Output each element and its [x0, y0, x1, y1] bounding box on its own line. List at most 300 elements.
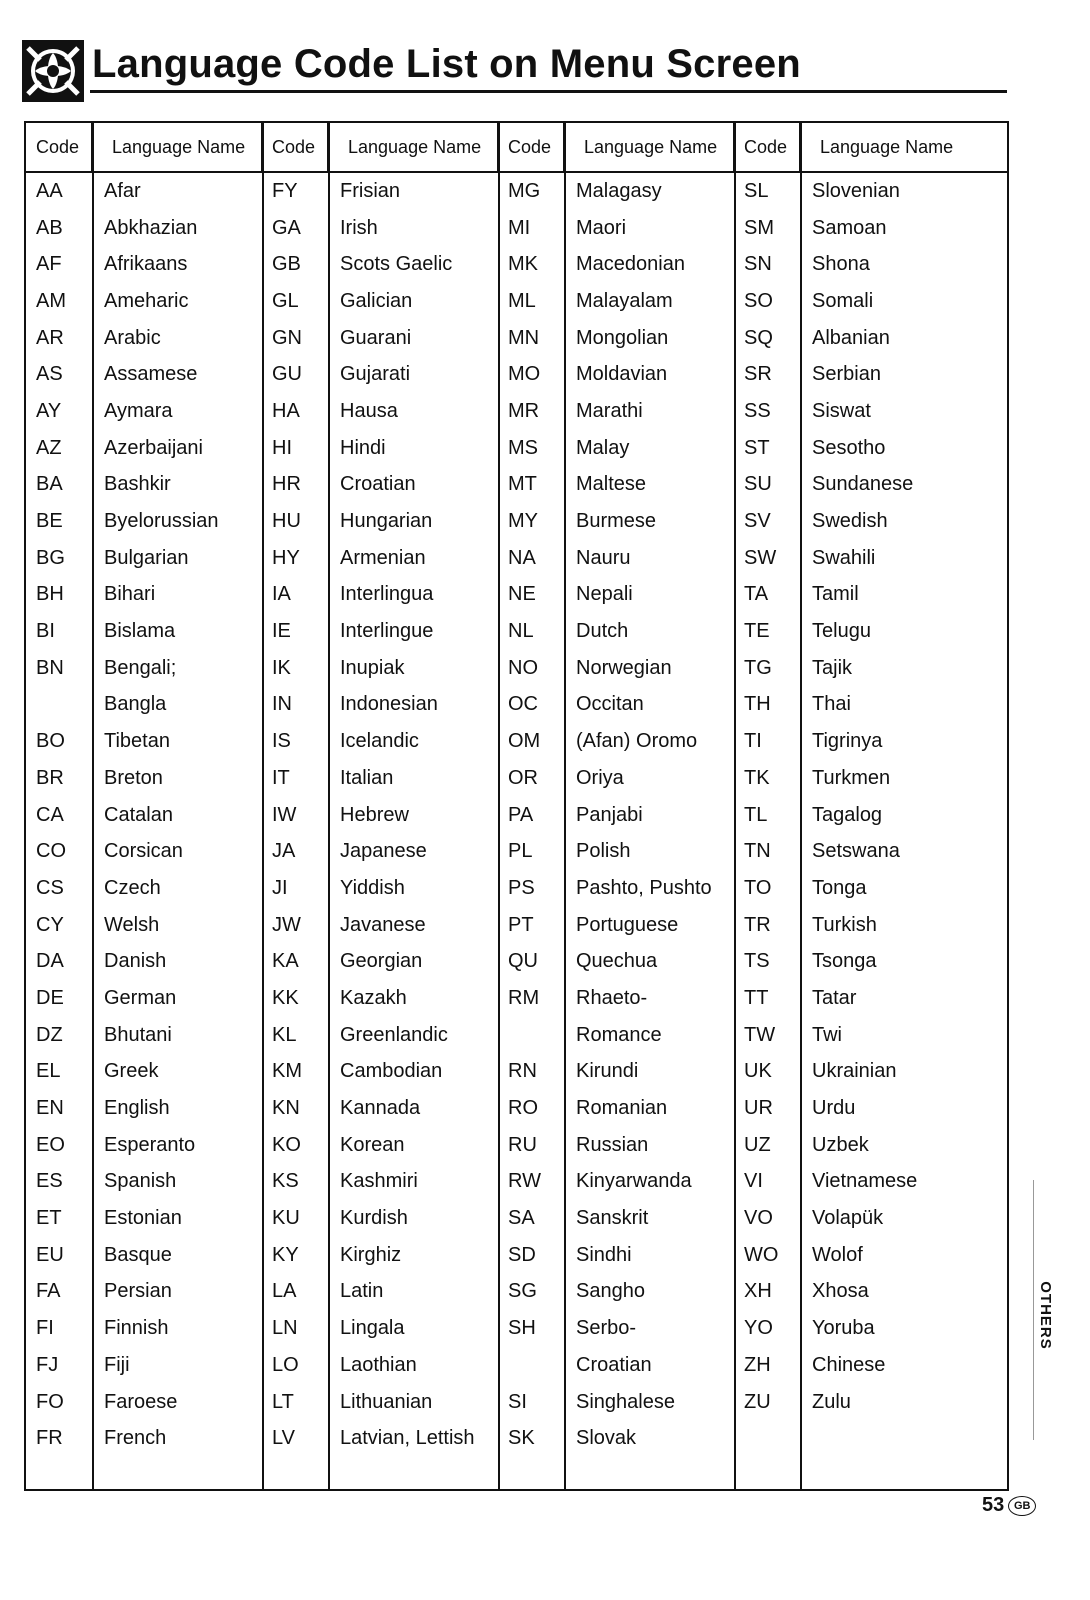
language-name: Nauru: [576, 546, 631, 569]
language-name: Turkish: [812, 913, 877, 936]
language-name: Quechua: [576, 950, 658, 973]
language-name: Bislama: [104, 620, 176, 643]
table-row: [26, 613, 262, 650]
table-row: [26, 246, 262, 283]
table-row: [498, 980, 734, 1017]
language-name: Volapük: [812, 1207, 884, 1230]
table-row: [734, 833, 970, 870]
language-code: SO: [744, 289, 773, 312]
table-row: [734, 540, 970, 577]
language-name: Bhutani: [104, 1023, 172, 1046]
language-name: Estonian: [104, 1207, 182, 1230]
language-code: MS: [508, 436, 538, 459]
language-code: TW: [744, 1023, 776, 1046]
language-name: Romance: [576, 1023, 662, 1046]
language-name: Lithuanian: [340, 1390, 433, 1413]
language-name: Rhaeto-: [576, 986, 648, 1009]
language-code: ES: [36, 1170, 63, 1193]
language-code: TK: [744, 766, 770, 789]
language-name: Occitan: [576, 693, 644, 716]
region-badge: GB: [1008, 1496, 1036, 1516]
language-code: IW: [272, 803, 297, 826]
language-name: Aymara: [104, 399, 173, 422]
language-name: Danish: [104, 950, 167, 973]
language-code: IS: [272, 730, 291, 753]
table-row: [26, 1347, 262, 1384]
language-code: FR: [36, 1427, 63, 1450]
language-code: EL: [36, 1060, 61, 1083]
language-code: HR: [272, 473, 301, 496]
language-name: Interlingue: [340, 620, 434, 643]
language-name: Breton: [104, 766, 163, 789]
language-code: FO: [36, 1390, 64, 1413]
table-row: [498, 283, 734, 320]
table-row: [262, 1420, 498, 1457]
language-code: BR: [36, 766, 64, 789]
table-row: [26, 1090, 262, 1127]
language-code: GL: [272, 289, 299, 312]
language-code: ML: [508, 289, 536, 312]
language-code: LV: [272, 1427, 295, 1450]
language-name: Hindi: [340, 436, 386, 459]
language-name: Guarani: [340, 326, 412, 349]
language-code: SK: [508, 1427, 535, 1450]
language-name: Croatian: [340, 473, 416, 496]
table-row: [26, 1200, 262, 1237]
table-row: [498, 1384, 734, 1421]
language-code: RO: [508, 1097, 538, 1120]
language-code: PT: [508, 913, 534, 936]
table-row: [498, 870, 734, 907]
language-code: TR: [744, 913, 771, 936]
language-code: MG: [508, 179, 541, 202]
side-tab-label: OTHERS: [1036, 1280, 1054, 1350]
language-name: (Afan) Oromo: [576, 730, 698, 753]
language-code: SI: [508, 1390, 527, 1413]
table-row: [26, 430, 262, 467]
language-code: UR: [744, 1097, 773, 1120]
language-name: Sanskrit: [576, 1207, 649, 1230]
language-name: Slovak: [576, 1427, 637, 1450]
language-name: Hausa: [340, 399, 398, 422]
table-row: [734, 430, 970, 467]
table-row: [498, 210, 734, 247]
table-row: [26, 980, 262, 1017]
language-name: Malay: [576, 436, 630, 459]
language-name: Kannada: [340, 1097, 421, 1120]
table-row: [26, 577, 262, 614]
table-row: [262, 1054, 498, 1091]
language-code: DZ: [36, 1023, 63, 1046]
language-code: KN: [272, 1097, 300, 1120]
table-row: [262, 173, 498, 210]
table-row: [26, 320, 262, 357]
table-row: [498, 1420, 734, 1457]
language-name: Tonga: [812, 876, 867, 899]
language-name: Kashmiri: [340, 1170, 418, 1193]
language-code: BG: [36, 546, 65, 569]
table-row: [734, 1200, 970, 1237]
language-code: SV: [744, 510, 771, 533]
language-code: SL: [744, 179, 769, 202]
language-code: NO: [508, 656, 538, 679]
language-name: Malayalam: [576, 289, 673, 312]
table-row: [26, 870, 262, 907]
table-row: [498, 356, 734, 393]
table-row: [498, 577, 734, 614]
table-header: [26, 123, 1007, 173]
header-name-1: Language Name: [92, 123, 262, 171]
language-name: Wolof: [812, 1243, 863, 1266]
language-code: TA: [744, 583, 769, 606]
page-number-value: 53: [982, 1494, 1005, 1516]
table-row: [734, 1310, 970, 1347]
table-row: [26, 1164, 262, 1201]
table-row: [734, 1127, 970, 1164]
table-row: [734, 173, 970, 210]
language-code: AB: [36, 216, 63, 239]
table-row: [262, 1274, 498, 1311]
table-row: [26, 1384, 262, 1421]
language-name: Cambodian: [340, 1060, 443, 1083]
language-code: RM: [508, 986, 540, 1009]
language-code: NE: [508, 583, 536, 606]
table-row: [498, 1054, 734, 1091]
language-code: IE: [272, 620, 291, 643]
language-code: TI: [744, 730, 762, 753]
language-name: Chinese: [812, 1353, 886, 1376]
language-code: SG: [508, 1280, 537, 1303]
language-name: Esperanto: [104, 1133, 196, 1156]
language-code: JI: [272, 876, 288, 899]
language-code: CY: [36, 913, 64, 936]
table-row: [734, 907, 970, 944]
table-row: [734, 1090, 970, 1127]
language-name: Pashto, Pushto: [576, 876, 712, 899]
language-name: French: [104, 1427, 167, 1450]
table-row: [26, 1017, 262, 1054]
table-row: [262, 1384, 498, 1421]
language-code: XH: [744, 1280, 772, 1303]
language-name: Latin: [340, 1280, 384, 1303]
language-code: GN: [272, 326, 302, 349]
language-code: ZU: [744, 1390, 771, 1413]
language-name: Maltese: [576, 473, 647, 496]
globe-lifebuoy-icon: [22, 40, 84, 102]
language-code: AA: [36, 179, 63, 202]
table-row: [498, 540, 734, 577]
language-name: Tigrinya: [812, 730, 883, 753]
table-row: [262, 577, 498, 614]
table-row: [498, 1164, 734, 1201]
language-name: Marathi: [576, 399, 643, 422]
language-name: Persian: [104, 1280, 172, 1303]
table-row: [734, 1237, 970, 1274]
language-code: KO: [272, 1133, 301, 1156]
language-code: AZ: [36, 436, 62, 459]
language-name: Turkmen: [812, 766, 891, 789]
language-name: English: [104, 1097, 170, 1120]
table-row: [498, 320, 734, 357]
language-code: FA: [36, 1280, 61, 1303]
language-code: BA: [36, 473, 63, 496]
language-code: FJ: [36, 1353, 59, 1376]
language-name: Laothian: [340, 1353, 417, 1376]
language-name: Russian: [576, 1133, 649, 1156]
language-code: OM: [508, 730, 541, 753]
language-name: Samoan: [812, 216, 887, 239]
language-code: ET: [36, 1207, 62, 1230]
table-column-2: [262, 173, 498, 1457]
language-code: OR: [508, 766, 538, 789]
language-code: RU: [508, 1133, 537, 1156]
table-row: [262, 393, 498, 430]
page-title: Language Code List on Menu Screen: [92, 42, 801, 86]
language-code: LT: [272, 1390, 294, 1413]
language-code: YO: [744, 1317, 773, 1340]
language-name: Hebrew: [340, 803, 409, 826]
language-code: GB: [272, 253, 301, 276]
language-code: KL: [272, 1023, 297, 1046]
table-row: [26, 797, 262, 834]
table-row: [262, 210, 498, 247]
table-row: [498, 687, 734, 724]
language-name: Indonesian: [340, 693, 438, 716]
language-code: CA: [36, 803, 64, 826]
table-row: [262, 833, 498, 870]
language-name: Bulgarian: [104, 546, 189, 569]
table-row: [262, 760, 498, 797]
table-row: [734, 980, 970, 1017]
table-row: [262, 320, 498, 357]
language-code: KU: [272, 1207, 300, 1230]
language-name: Javanese: [340, 913, 426, 936]
language-code: MO: [508, 363, 541, 386]
table-row: [262, 943, 498, 980]
table-column-3: [498, 173, 734, 1457]
table-row: [498, 723, 734, 760]
language-code: HU: [272, 510, 301, 533]
language-code: HY: [272, 546, 300, 569]
language-code: SH: [508, 1317, 536, 1340]
language-code: KS: [272, 1170, 299, 1193]
language-code: AM: [36, 289, 66, 312]
language-name: Slovenian: [812, 179, 900, 202]
table-row: [26, 1274, 262, 1311]
language-code: AR: [36, 326, 64, 349]
language-code: AF: [36, 253, 62, 276]
language-name: Croatian: [576, 1353, 652, 1376]
table-row: [498, 650, 734, 687]
table-row: [262, 1127, 498, 1164]
table-row: [262, 503, 498, 540]
table-row: [498, 833, 734, 870]
language-code: KA: [272, 950, 299, 973]
language-code: RN: [508, 1060, 537, 1083]
language-name: Maori: [576, 216, 627, 239]
header-code-3: Code: [498, 123, 564, 171]
language-code: MN: [508, 326, 540, 349]
language-code-table: [24, 121, 1009, 1491]
table-row: [734, 797, 970, 834]
table-row: [26, 356, 262, 393]
table-row: [26, 723, 262, 760]
language-name: Tamil: [812, 583, 859, 606]
language-code: EN: [36, 1097, 64, 1120]
language-code: TT: [744, 986, 769, 1009]
language-code: NA: [508, 546, 536, 569]
language-code: KK: [272, 986, 299, 1009]
language-name: Czech: [104, 876, 161, 899]
language-code: DA: [36, 950, 64, 973]
table-row: [262, 467, 498, 504]
table-row: [26, 760, 262, 797]
language-name: Italian: [340, 766, 394, 789]
table-row: [262, 1164, 498, 1201]
table-row: [26, 1237, 262, 1274]
table-row: [498, 503, 734, 540]
page-header: [22, 38, 1007, 106]
table-row: [262, 1200, 498, 1237]
table-row: [26, 503, 262, 540]
table-row: [498, 1090, 734, 1127]
language-name: Corsican: [104, 840, 183, 863]
language-name: Macedonian: [576, 253, 685, 276]
language-code: SN: [744, 253, 772, 276]
table-row: [262, 907, 498, 944]
language-name: Irish: [340, 216, 378, 239]
table-row: [262, 283, 498, 320]
language-name: Thai: [812, 693, 851, 716]
language-name: Bihari: [104, 583, 156, 606]
language-code: EU: [36, 1243, 64, 1266]
table-row: [498, 173, 734, 210]
table-row: [734, 246, 970, 283]
table-row: [498, 1237, 734, 1274]
language-name: Tatar: [812, 986, 857, 1009]
table-row: [262, 540, 498, 577]
language-name: Kinyarwanda: [576, 1170, 692, 1193]
language-code: SD: [508, 1243, 536, 1266]
language-name: Scots Gaelic: [340, 253, 453, 276]
language-code: JA: [272, 840, 296, 863]
table-row: [734, 1017, 970, 1054]
language-code: TH: [744, 693, 771, 716]
language-code: TN: [744, 840, 771, 863]
language-name: Sindhi: [576, 1243, 632, 1266]
language-code: DE: [36, 986, 64, 1009]
language-code: TS: [744, 950, 770, 973]
language-code: JW: [272, 913, 301, 936]
table-row: [26, 1310, 262, 1347]
language-name: Byelorussian: [104, 510, 219, 533]
table-row: [262, 430, 498, 467]
language-name: Inupiak: [340, 656, 405, 679]
language-name: Vietnamese: [812, 1170, 918, 1193]
language-code: BH: [36, 583, 64, 606]
language-name: Gujarati: [340, 363, 411, 386]
language-name: Tajik: [812, 656, 853, 679]
language-name: Norwegian: [576, 656, 672, 679]
language-name: Fiji: [104, 1353, 130, 1376]
table-row: [26, 833, 262, 870]
language-name: Hungarian: [340, 510, 433, 533]
table-row: [262, 1017, 498, 1054]
table-row: [734, 1164, 970, 1201]
table-row: [26, 1127, 262, 1164]
table-row: [734, 577, 970, 614]
table-row: [498, 1127, 734, 1164]
language-code: IA: [272, 583, 291, 606]
language-code: AS: [36, 363, 63, 386]
language-name: Mongolian: [576, 326, 669, 349]
language-code: TO: [744, 876, 772, 899]
table-row: [26, 393, 262, 430]
language-name: Tsonga: [812, 950, 877, 973]
table-row: [26, 540, 262, 577]
table-row: [498, 943, 734, 980]
table-row: [262, 980, 498, 1017]
language-name: Catalan: [104, 803, 173, 826]
table-row: [262, 613, 498, 650]
table-row: [734, 650, 970, 687]
table-row: [262, 1090, 498, 1127]
table-row: [262, 797, 498, 834]
language-name: Faroese: [104, 1390, 178, 1413]
language-name: Ameharic: [104, 289, 189, 312]
table-row: [262, 1310, 498, 1347]
table-row: [498, 1310, 734, 1347]
language-name: Greenlandic: [340, 1023, 448, 1046]
language-name: Basque: [104, 1243, 172, 1266]
page-number: [982, 1494, 1036, 1517]
table-row: [734, 1347, 970, 1384]
language-name: Finnish: [104, 1317, 169, 1340]
language-code: IT: [272, 766, 290, 789]
table-row: [734, 687, 970, 724]
language-name: Assamese: [104, 363, 198, 386]
language-name: Ukrainian: [812, 1060, 897, 1083]
table-row: [498, 1200, 734, 1237]
language-name: Yiddish: [340, 876, 405, 899]
language-code: MT: [508, 473, 537, 496]
language-code: GU: [272, 363, 302, 386]
header-name-2: Language Name: [328, 123, 498, 171]
table-row: [262, 870, 498, 907]
language-code: FI: [36, 1317, 54, 1340]
language-code: PL: [508, 840, 533, 863]
language-code: LN: [272, 1317, 298, 1340]
language-code: UK: [744, 1060, 772, 1083]
language-name: Telugu: [812, 620, 871, 643]
language-code: KY: [272, 1243, 299, 1266]
language-name: Serbian: [812, 363, 881, 386]
table-row: [262, 650, 498, 687]
language-code: CS: [36, 876, 64, 899]
language-code: ZH: [744, 1353, 771, 1376]
language-code: SW: [744, 546, 777, 569]
table-row: [498, 797, 734, 834]
language-name: Somali: [812, 289, 874, 312]
language-name: Twi: [812, 1023, 842, 1046]
table-row: [498, 430, 734, 467]
table-row: [734, 760, 970, 797]
table-row: [498, 1017, 734, 1054]
language-name: Bashkir: [104, 473, 171, 496]
language-name: Georgian: [340, 950, 423, 973]
table-row: [262, 246, 498, 283]
language-name: Oriya: [576, 766, 624, 789]
